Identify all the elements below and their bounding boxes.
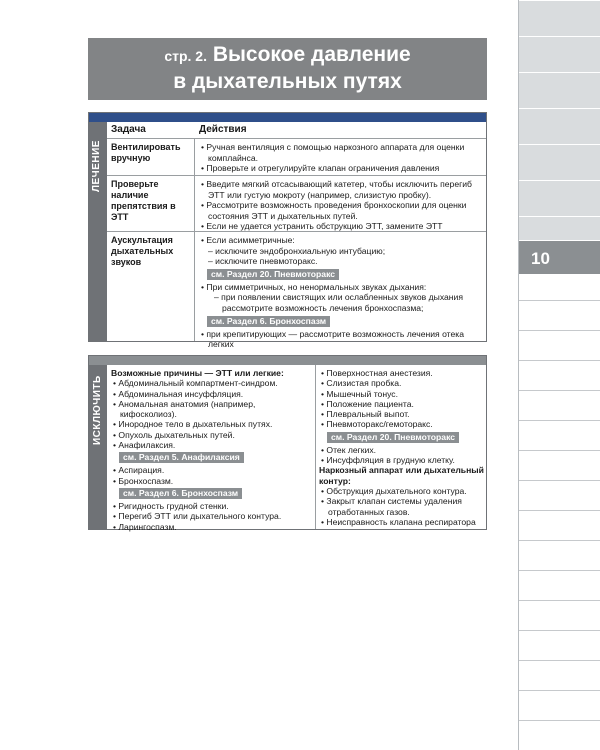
section-ref-link[interactable]: см. Раздел 5. Анафилаксия: [119, 452, 244, 463]
action-subitem: – при появлении свистящих или ослабленных звуков дыхания рассмотрите возможность лечения бронхоспазма;: [214, 292, 464, 313]
header-actions: Действия: [199, 124, 247, 135]
actions-cell: [199, 179, 484, 232]
treatment-table: [88, 112, 487, 350]
cause-item: • Мышечный тонус.: [321, 388, 398, 399]
cause-item: • Слизистая пробка.: [321, 378, 402, 389]
actions-cell: [199, 235, 484, 350]
exclude-top-bar: [89, 356, 486, 365]
cause-item: • Ларингоспазм.: [113, 521, 177, 532]
exclude-right-column: [319, 368, 485, 527]
tab-blank[interactable]: [519, 144, 600, 180]
tab-blank[interactable]: [519, 72, 600, 108]
action-item: • Если асимметричные:: [201, 235, 295, 245]
task-cell: Аускультация дыхательных звуков: [111, 235, 174, 267]
title-page-ref: стр. 2.: [164, 48, 207, 64]
section-ref-link[interactable]: см. Раздел 6. Бронхоспазм: [207, 316, 330, 327]
title-line1: Высокое давление: [212, 43, 411, 66]
action-subitem: – исключите эндобронхиальную интубацию;: [208, 245, 386, 256]
task-cell: Проверьте наличие препятствия в ЭТТ: [111, 179, 176, 222]
tab-section-10[interactable]: [519, 240, 600, 274]
cause-item: • Аномальная анатомия (например, кифосколиоз).: [113, 398, 256, 420]
header-task: Задача: [111, 124, 146, 135]
cause-item: • Анафилаксия.: [113, 440, 176, 451]
right-heading: Наркозный аппарат или дыхательный контур:: [319, 465, 484, 486]
tab-blank[interactable]: [519, 216, 600, 240]
left-heading: Возможные причины — ЭТТ или легкие:: [111, 368, 284, 378]
section-ref-link[interactable]: см. Раздел 6. Бронхоспазм: [119, 488, 242, 499]
action-item: • Ручная вентиляция с помощью наркозного аппарата для оценки комплайнса.: [201, 142, 465, 163]
action-item: • Если не удается устранить обструкцию ЭТТ, замените ЭТТ: [201, 221, 443, 232]
tab-blank[interactable]: [519, 36, 600, 72]
cause-item: • Ригидность грудной стенки.: [113, 500, 229, 511]
section-tabs: [518, 0, 600, 750]
cause-item: • Пневмоторакс/гемоторакс.: [321, 419, 433, 430]
cause-item: • Закрыт клапан системы удаления отработанных газов.: [321, 496, 462, 517]
task-cell: Вентилировать вручную: [111, 142, 181, 163]
action-item: • Введите мягкий отсасывающий катетер, чтобы исключить перегиб ЭТТ или густую мокроту (например, слизистую пробку).: [201, 179, 472, 200]
table-top-bar: [89, 113, 486, 122]
action-item: • Проверьте и отрегулируйте клапан ограничения давления: [201, 163, 440, 174]
tab-blank[interactable]: [519, 108, 600, 144]
exclude-side-label: [89, 365, 107, 529]
cause-item: • Инородное тело в дыхательных путях.: [113, 419, 273, 430]
tab-blank[interactable]: [519, 0, 600, 36]
side-label-text: ИСКЛЮЧИТЬ: [92, 375, 103, 445]
section-ref-link[interactable]: см. Раздел 20. Пневмоторакс: [327, 432, 459, 443]
side-label-text: ЛЕЧЕНИЕ: [91, 140, 102, 192]
page-title: [88, 38, 487, 100]
cause-item: • Плевральный выпот.: [321, 409, 410, 420]
treatment-side-label: [89, 122, 107, 341]
cause-item: • Перегиб ЭТТ или дыхательного контура.: [113, 511, 282, 522]
cause-item: • Бронхоспазм.: [113, 475, 174, 486]
cause-item: • Отек легких.: [321, 444, 377, 455]
actions-cell: [199, 142, 484, 174]
title-line2: в дыхательных путях: [173, 70, 402, 93]
section-ref-link[interactable]: см. Раздел 20. Пневмоторакс: [207, 269, 339, 280]
cause-item: • Абдоминальная инсуффляция.: [113, 388, 244, 399]
action-item: • при крепитирующих — рассмотрите возможность лечения отека легких: [201, 328, 465, 350]
action-item: • Рассмотрите возможность проведения бронхоскопии для оценки состояния ЭТТ и дыхательных путей.: [201, 200, 467, 221]
cause-item: • Опухоль дыхательных путей.: [113, 429, 235, 440]
cause-item: • Абдоминальный компартмент-синдром.: [113, 378, 278, 389]
tab-blank[interactable]: [519, 180, 600, 216]
cause-item: • Инсуффляция в грудную клетку.: [321, 455, 455, 466]
cause-item: • Аспирация.: [113, 465, 165, 476]
exclude-section: [88, 355, 487, 530]
action-subitem: – исключите пневмоторакс.: [208, 256, 318, 267]
cause-item: • Поверхностная анестезия.: [321, 368, 433, 378]
cause-item: • Обструкция дыхательного контура.: [321, 485, 467, 496]
cause-item: • Положение пациента.: [321, 398, 414, 409]
action-item: • При симметричных, но ненормальных звуках дыхания:: [201, 281, 427, 292]
cause-item: • Неисправность клапана респиратора: [321, 516, 476, 527]
tab-number: 10: [531, 249, 550, 268]
exclude-left-column: [111, 368, 311, 532]
